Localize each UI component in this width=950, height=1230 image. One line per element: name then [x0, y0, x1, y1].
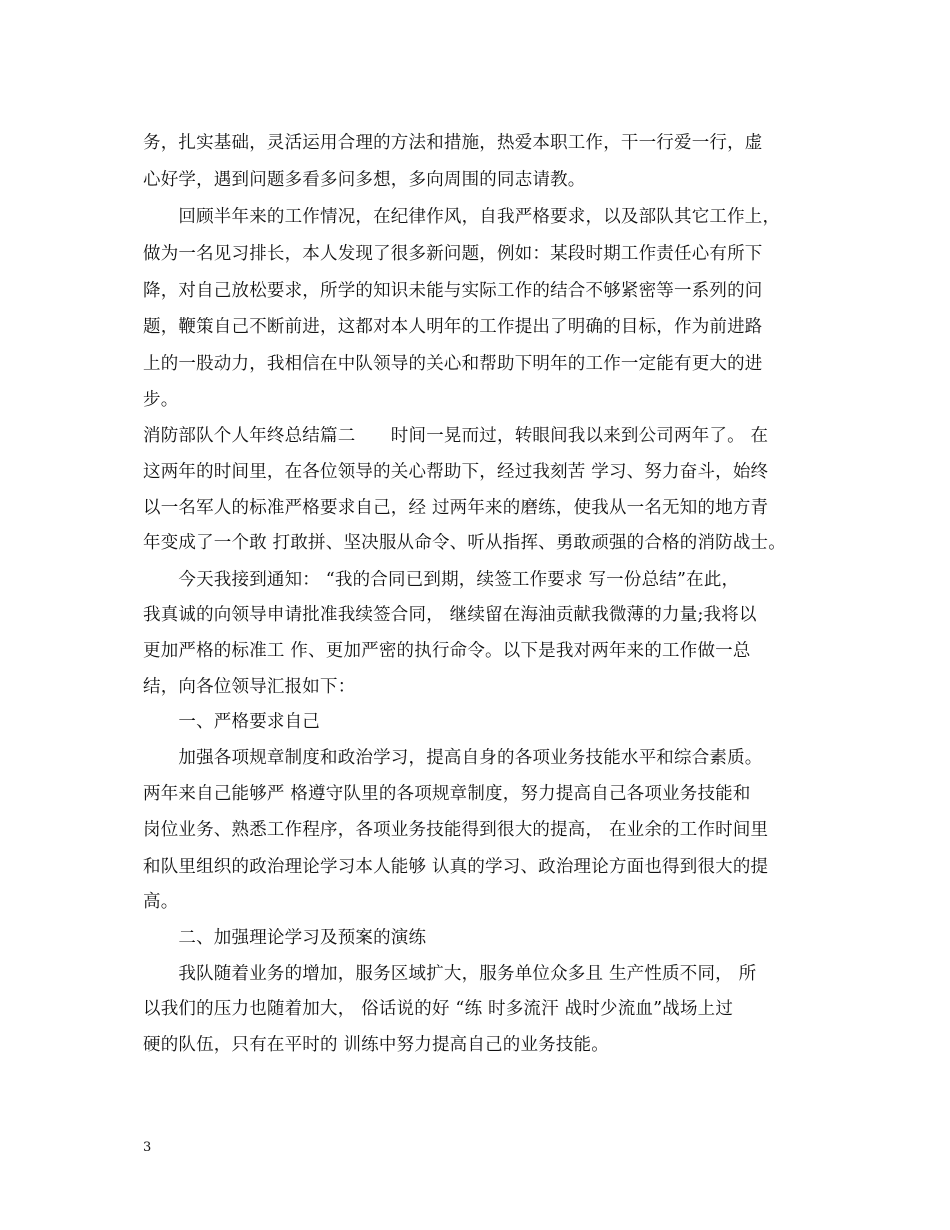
- text-line: 两年来自己能够严 格遵守队里的各项规章制度，努力提高自己各项业务技能和: [143, 784, 751, 804]
- text-line: 今天我接到通知： “我的合同已到期，续签工作要求 写一份总结”在此，: [143, 570, 740, 590]
- text-line: 硬的队伍，只有在平时的 训练中努力提高自己的业务技能。: [143, 1035, 609, 1055]
- text-line: 步。: [143, 390, 179, 410]
- text-line: 我队随着业务的增加，服务区域扩大，服务单位众多且 生产性质不同， 所: [143, 964, 757, 984]
- text-line: 以一名军人的标准严格要求自己，经 过两年来的磨练，使我从一名无知的地方青: [143, 498, 769, 518]
- section-heading-line: 消防部队个人年终总结篇二 时间一晃而过，转眼间我以来到公司两年了。 在: [143, 426, 769, 446]
- text-line: 上的一股动力，我相信在中队领导的关心和帮助下明年的工作一定能有更大的进: [143, 354, 763, 374]
- text-line: 以我们的压力也随着加大， 俗话说的好 “练 时多流汗 战时少流血”战场上过: [143, 999, 734, 1019]
- subheading-line: 二、加强理论学习及预案的演练: [143, 928, 427, 948]
- subheading-line: 一、严格要求自己: [143, 712, 320, 732]
- text-line: 这两年的时间里，在各位领导的关心帮助下，经过我刻苦 学习、努力奋斗，始终: [143, 462, 769, 482]
- text-line: 做为一名见习排长，本人发现了很多新问题，例如：某段时期工作责任心有所下: [143, 244, 763, 264]
- text-line: 年变成了一个敢 打敢拼、坚决服从命令、听从指挥、勇敢顽强的合格的消防战士。: [143, 533, 786, 553]
- text-line: 和队里组织的政治理论学习本人能够 认真的学习、政治理论方面也得到很大的提: [143, 857, 769, 877]
- page-number: 3: [143, 1140, 152, 1155]
- text-line: 回顾半年来的工作情况，在纪律作风，自我严格要求，以及部队其它工作上，: [143, 207, 781, 227]
- text-line: 结，向各位领导汇报如下：: [143, 677, 356, 697]
- text-line: 务，扎实基础，灵活运用合理的方法和措施，热爱本职工作，干一行爱一行，虚: [143, 133, 763, 153]
- text-line: 心好学，遇到问题多看多问多想，多向周围的同志请教。: [143, 170, 586, 190]
- text-line: 岗位业务、熟悉工作程序，各项业务技能得到很大的提高， 在业余的工作时间里: [143, 820, 769, 840]
- text-line: 降，对自己放松要求，所学的知识未能与实际工作的结合不够紧密等一系列的问: [143, 281, 763, 301]
- text-line: 题，鞭策自己不断前进，这都对本人明年的工作提出了明确的目标，作为前进路: [143, 317, 763, 337]
- text-line: 更加严格的标准工 作、更加严密的执行命令。以下是我对两年来的工作做一总: [143, 641, 751, 661]
- text-line: 我真诚的向领导申请批准我续签合同， 继续留在海油贡献我微薄的力量;我将以: [143, 605, 757, 625]
- text-line: 加强各项规章制度和政治学习，提高自身的各项业务技能水平和综合素质。: [143, 748, 763, 768]
- text-line: 高。: [143, 892, 179, 912]
